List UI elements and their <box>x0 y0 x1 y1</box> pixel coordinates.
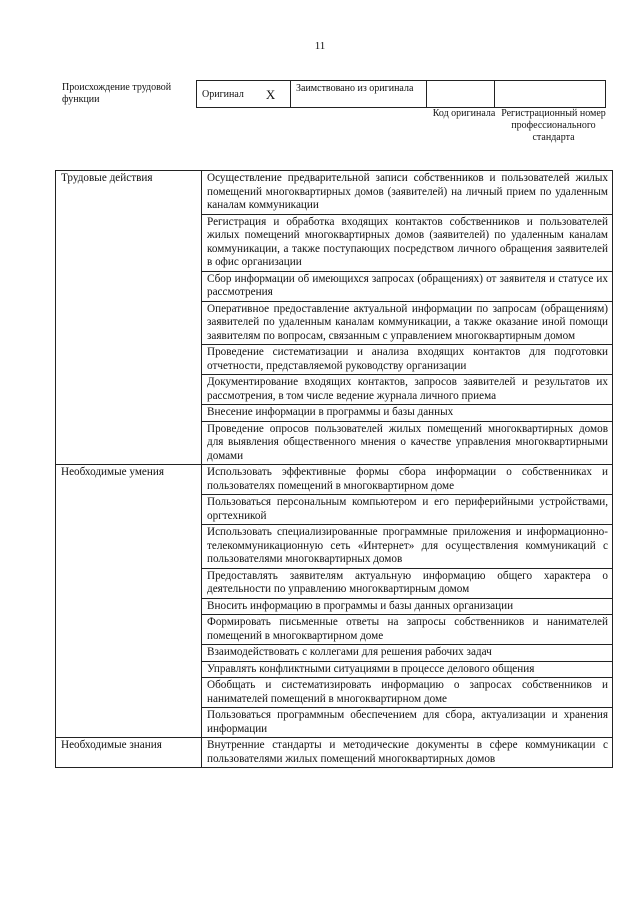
required-skill-text: Обобщать и систематизировать информацию о запросах собственников и нанимателей помещений в многоквартирном доме <box>202 678 613 708</box>
required-skill-text: Вносить информацию в программы и базы данных организации <box>202 598 613 615</box>
required-skill-text: Использовать специализированные программные приложения и информационно-телекоммуникационную сеть «Интернет» для осуществления коммуникаций с пользователями многоквартирных домов <box>202 525 613 569</box>
required-skill-text: Пользоваться персональным компьютером и его периферийными устройствами, оргтехникой <box>202 495 613 525</box>
labor-action-text: Внесение информации в программы и базы данных <box>202 405 613 422</box>
required-skill-category: Необходимые умения <box>56 465 202 738</box>
required-skill-text: Взаимодействовать с коллегами для решения рабочих задач <box>202 645 613 662</box>
registration-cell <box>495 81 606 107</box>
required-skill-text: Предоставлять заявителям актуальную информацию общего характера о деятельности по управлению многоквартирным домом <box>202 568 613 598</box>
code-cell <box>427 81 495 107</box>
labor-action-category: Трудовые действия <box>56 171 202 465</box>
original-cell <box>197 81 291 107</box>
required-skill-text: Управлять конфликтными ситуациями в процессе делового общения <box>202 661 613 678</box>
labor-action-text: Документирование входящих контактов, запросов заявителей и результатов их рассмотрения, в том числе ведение журнала личного приема <box>202 375 613 405</box>
labor-action-text: Оперативное предоставление актуальной информации по запросам (обращениям) заявителей по удаленным каналам коммуникации, а также оказание иной помощи заявителям по вопросам, связанным с управлением многоквартирным домом <box>202 301 613 345</box>
function-table <box>55 170 613 768</box>
origin-label: Происхождение трудовой функции <box>62 82 172 105</box>
registration-caption: Регистрационный номер профессионального стандарта <box>501 108 606 143</box>
origin-table <box>196 80 606 108</box>
required-knowledge-text: Внутренние стандарты и методические документы в сфере коммуникации с пользователями жилых помещений многоквартирных домов <box>202 738 613 768</box>
original-mark: X <box>265 86 276 102</box>
required-skill-text: Формировать письменные ответы на запросы собственников и нанимателей помещений в многоквартирном доме <box>202 615 613 645</box>
labor-action-text: Проведение систематизации и анализа входящих контактов для подготовки отчетности, представляемой руководству организации <box>202 345 613 375</box>
labor-action-row <box>56 171 613 215</box>
required-skill-text: Использовать эффективные формы сбора информации о собственниках и пользователях помещений в многоквартирном доме <box>202 465 613 495</box>
labor-action-text: Осуществление предварительной записи собственников и пользователей жилых помещений многоквартирных домов (заявителей) на личный прием по удаленным каналам коммуникации <box>202 171 613 215</box>
required-skill-row <box>56 465 613 495</box>
original-label: Оригинал <box>202 88 244 100</box>
borrowed-cell: Заимствовано из оригинала <box>291 81 427 107</box>
labor-action-text: Регистрация и обработка входящих контактов собственников и пользователей жилых помещений многоквартирных домов (заявителей) по удаленным каналам коммуникации, а также поступающих посредством личного обращения заявителей в офис организации <box>202 214 613 271</box>
required-skill-text: Пользоваться программным обеспечением для сбора, актуализации и хранения информации <box>202 708 613 738</box>
code-caption: Код оригинала <box>432 108 496 119</box>
labor-action-text: Проведение опросов пользователей жилых помещений многоквартирных домов для выявления общественного мнения о качестве управления многоквартирными домами <box>202 421 613 465</box>
required-knowledge-row <box>56 738 613 768</box>
page-number: 11 <box>314 40 326 52</box>
required-knowledge-category: Необходимые знания <box>56 738 202 768</box>
labor-action-text: Сбор информации об имеющихся запросах (обращениях) от заявителя и статусе их рассмотрения <box>202 271 613 301</box>
